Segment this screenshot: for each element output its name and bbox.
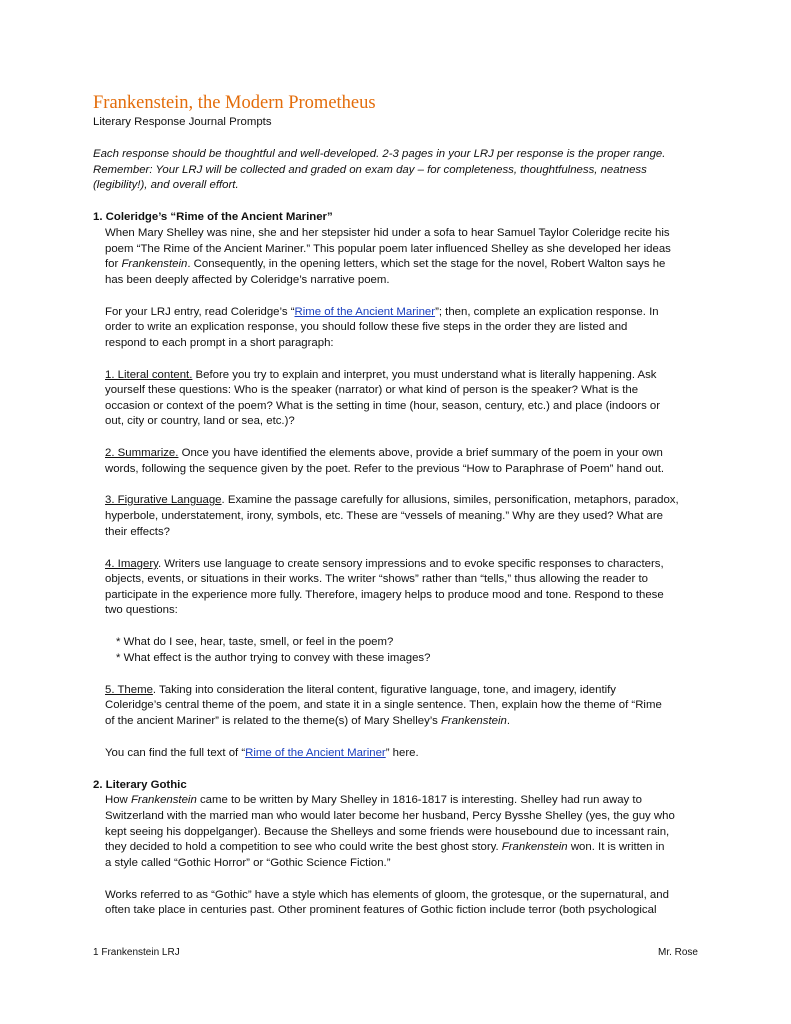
text-run: . Examine the passage carefully for allusions, similes, personification, metaphors, paradox,	[221, 494, 679, 506]
rime-fulltext-link[interactable]: Rime of the Ancient Mariner	[245, 747, 386, 759]
text-run: won. It is written in	[567, 841, 665, 853]
paragraph-line: has been deeply affected by Coleridge’s narrative poem.	[105, 274, 390, 286]
paragraph-line	[105, 840, 665, 854]
section1-heading: 1. Coleridge’s “Rime of the Ancient Mariner”	[93, 211, 333, 223]
paragraph-line: Coleridge’s central theme of the poem, and state it in a single sentence. Then, explain how the theme of “Rime	[105, 699, 662, 711]
paragraph-line: yourself these questions: Who is the speaker (narrator) or what kind of person is the speaker? What is the	[105, 384, 639, 396]
question-item: * What effect is the author trying to convey with these images?	[116, 652, 431, 664]
paragraph-line: Works referred to as “Gothic” have a style which has elements of gloom, the grotesque, or the supernatural, and	[105, 889, 669, 901]
question-item: * What do I see, hear, taste, smell, or feel in the poem?	[116, 636, 394, 648]
rime-poem-link[interactable]: Rime of the Ancient Mariner	[294, 306, 436, 318]
text-run: they decided to hold a competition to see who could write the best ghost story.	[105, 841, 502, 853]
intro-line: Remember: Your LRJ will be collected and graded on exam day – for completeness, thoughtfulness, neatness	[93, 164, 647, 176]
step4-label: 4. Imagery	[105, 558, 158, 570]
paragraph-line: Switzerland with the married man who would later become her husband, Percy Bysshe Shelley (yes, the guy who	[105, 810, 675, 822]
section2-heading: 2. Literary Gothic	[93, 779, 187, 791]
step2-line	[105, 446, 663, 460]
step5-line	[105, 683, 616, 697]
book-title: Frankenstein	[501, 841, 568, 853]
paragraph-line: order to write an explication response, you should follow these five steps in the order they are listed and	[105, 321, 628, 333]
text-run: You can find the full text of “	[105, 747, 246, 759]
paragraph-line: words, following the sequence given by the poet. Refer to the previous “How to Paraphrase of Poem” hand out.	[105, 463, 665, 475]
paragraph-line	[105, 305, 659, 319]
paragraph-line	[105, 714, 510, 728]
paragraph-line: occasion or context of the poem? What is the setting in time (hour, season, century, etc.) and place (indoors or	[105, 400, 661, 412]
text-run: came to be written by Mary Shelley in 1816-1817 is interesting. Shelley had run away to	[196, 794, 642, 806]
paragraph-line: their effects?	[105, 526, 171, 538]
intro-line: Each response should be thoughtful and well-developed. 2-3 pages in your LRJ per response is the proper range.	[93, 148, 666, 160]
paragraph-line	[105, 793, 642, 807]
text-run: Before you try to explain and interpret, you must understand what is literally happening. Ask	[192, 369, 657, 381]
paragraph-line	[105, 257, 665, 271]
text-run: . Consequently, in the opening letters, which set the stage for the novel, Robert Walton says he	[187, 258, 666, 270]
text-run: How	[105, 794, 131, 806]
footer-left: 1 Frankenstein LRJ	[93, 947, 180, 958]
book-title: Frankenstein	[121, 258, 188, 270]
step2-label: 2. Summarize.	[105, 447, 179, 459]
paragraph-line: objects, events, or situations in their works. The writer “shows” rather than “tells,” thus allowing the reader to	[105, 573, 648, 585]
step1-line	[105, 368, 657, 382]
text-run: . Taking into consideration the literal content, figurative language, tone, and imagery, identify	[152, 684, 617, 696]
step1-label: 1. Literal content.	[105, 369, 193, 381]
paragraph-line: often take place in centuries past. Other prominent features of Gothic fiction include terror (both psychological	[105, 904, 657, 916]
step5-label: 5. Theme	[105, 684, 153, 696]
step3-label: 3. Figurative Language	[105, 494, 222, 506]
book-title: Frankenstein	[130, 794, 197, 806]
fulltext-line	[105, 746, 419, 760]
paragraph-line: a style called “Gothic Horror” or “Gothic Science Fiction.”	[105, 857, 391, 869]
step3-line	[105, 493, 679, 507]
text-run: of the ancient Mariner” is related to the theme(s) of Mary Shelley’s	[105, 715, 441, 727]
document-subtitle: Literary Response Journal Prompts	[93, 116, 272, 128]
paragraph-line: poem “The Rime of the Ancient Mariner.” This popular poem later influenced Shelley as she developed her ideas	[105, 243, 671, 255]
step4-line	[105, 557, 664, 571]
paragraph-line: two questions:	[105, 604, 178, 616]
text-run: ” here.	[385, 747, 419, 759]
text-run: for	[105, 258, 122, 270]
text-run: ”; then, complete an explication response. In	[435, 306, 659, 318]
document-title: Frankenstein, the Modern Prometheus	[93, 93, 376, 113]
paragraph-line: out, city or country, land or sea, etc.)?	[105, 415, 295, 427]
paragraph-line: When Mary Shelley was nine, she and her stepsister hid under a sofa to hear Samuel Taylor Coleridge recite his	[105, 227, 670, 239]
paragraph-line: hyperbole, understatement, irony, symbols, etc. These are “vessels of meaning.” Why are they used? What are	[105, 510, 663, 522]
paragraph-line: respond to each prompt in a short paragraph:	[105, 337, 334, 349]
paragraph-line: participate in the experience more fully. Therefore, imagery helps to produce mood and tone. Respond to these	[105, 589, 664, 601]
footer-right: Mr. Rose	[657, 947, 698, 958]
intro-line: (legibility!), and overall effort.	[93, 179, 239, 191]
text-run: For your LRJ entry, read Coleridge’s “	[105, 306, 295, 318]
text-run: Once you have identified the elements above, provide a brief summary of the poem in your own	[178, 447, 663, 459]
paragraph-line: kept seeing his doppelganger). Because the Shelleys and some friends were housebound due to incessant rain,	[105, 826, 670, 838]
text-run: .	[506, 715, 510, 727]
text-run: . Writers use language to create sensory impressions and to evoke specific responses to characters,	[157, 558, 664, 570]
book-title: Frankenstein	[440, 715, 507, 727]
